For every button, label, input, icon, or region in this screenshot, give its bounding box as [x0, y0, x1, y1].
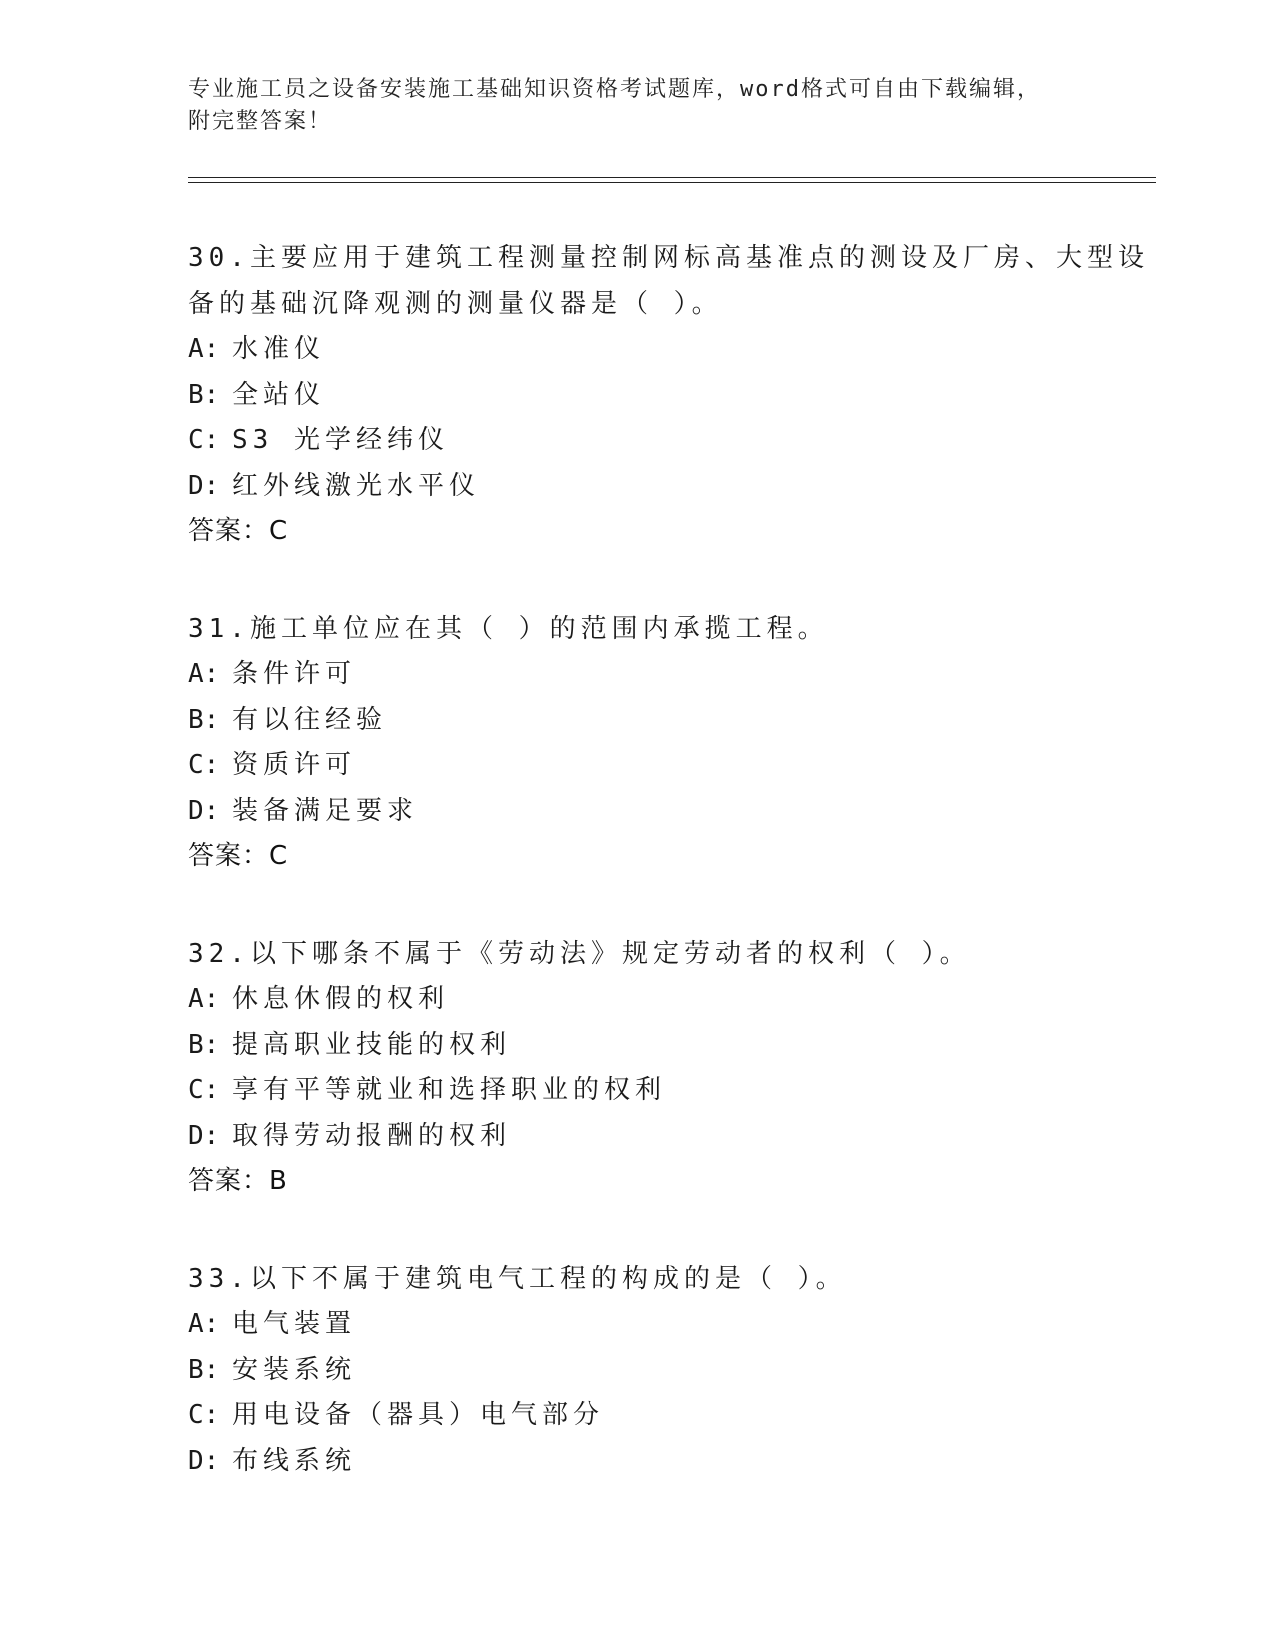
answer-line: 答案：B: [188, 1166, 288, 1196]
question-31: [188, 607, 1088, 880]
option-text: 享有平等就业和选择职业的权利: [232, 1075, 667, 1105]
question-stem: 30.主要应用于建筑工程测量控制网标高基准点的测设及厂房、大型设: [188, 243, 1149, 273]
option-text: 布线系统: [232, 1445, 357, 1476]
option-key: C:: [188, 1400, 220, 1430]
option-text: 条件许可: [232, 659, 357, 689]
option-key: A:: [188, 984, 220, 1014]
question-stem: 32.以下哪条不属于《劳动法》规定劳动者的权利（ ）。: [188, 938, 971, 969]
option-key: C:: [188, 1075, 220, 1105]
option-d: [188, 789, 1088, 835]
option-a: [188, 327, 1088, 373]
question-32: [188, 932, 1088, 1205]
option-key: B:: [188, 1354, 220, 1385]
option-key: A:: [188, 1309, 220, 1339]
option-key: D:: [188, 470, 220, 501]
option-text: 电气装置: [232, 1309, 357, 1339]
option-b: [188, 373, 1088, 419]
question-stem: 31.施工单位应在其（ ）的范围内承揽工程。: [188, 613, 829, 644]
option-key: D:: [188, 1120, 220, 1151]
option-key: B:: [188, 704, 220, 735]
question-stem: 33.以下不属于建筑电气工程的构成的是（ ）。: [188, 1263, 847, 1294]
option-c: [188, 1068, 1088, 1114]
option-c: [188, 743, 1088, 789]
option-c: [188, 1393, 1088, 1439]
option-key: C:: [188, 425, 220, 455]
option-text: 取得劳动报酬的权利: [232, 1120, 512, 1151]
option-text: 红外线激光水平仪: [232, 470, 481, 501]
option-text: 装备满足要求: [232, 795, 419, 826]
option-text: 水准仪: [232, 334, 326, 364]
answer-line: 答案：C: [188, 841, 289, 871]
question-stem: 备的基础沉降观测的测量仪器是（ ）。: [188, 288, 723, 319]
option-text: 安装系统: [232, 1354, 357, 1385]
header-line-2: 附完整答案！: [188, 109, 333, 134]
option-text: 休息休假的权利: [232, 984, 450, 1014]
question-30: [188, 236, 1149, 555]
option-key: A:: [188, 334, 220, 364]
option-b: [188, 698, 1088, 744]
option-key: C:: [188, 750, 220, 780]
header-divider-bottom: [188, 182, 1156, 183]
question-list: [188, 236, 1149, 1536]
header-line-1: 专业施工员之设备安装施工基础知识资格考试题库，word格式可自由下载编辑，: [188, 77, 1041, 102]
answer-line: 答案：C: [188, 516, 289, 546]
option-b: [188, 1348, 1088, 1394]
option-key: B:: [188, 1029, 220, 1060]
option-a: [188, 652, 1088, 698]
option-d: [188, 1439, 1088, 1485]
option-key: D:: [188, 1445, 220, 1476]
option-b: [188, 1023, 1088, 1069]
option-text: 资质许可: [232, 750, 357, 780]
option-key: B:: [188, 379, 220, 410]
option-text: 有以往经验: [232, 704, 388, 735]
option-key: D:: [188, 795, 220, 826]
header-divider-top: [188, 177, 1156, 178]
option-d: [188, 1114, 1088, 1160]
option-a: [188, 977, 1088, 1023]
option-text: 用电设备（器具）电气部分: [232, 1400, 605, 1430]
option-c: [188, 418, 1088, 464]
option-a: [188, 1302, 1088, 1348]
option-key: A:: [188, 659, 220, 689]
question-33: [188, 1257, 1088, 1485]
option-d: [188, 464, 1088, 510]
option-text: 全站仪: [232, 379, 326, 410]
document-header: [188, 74, 1088, 138]
option-text: 提高职业技能的权利: [232, 1029, 512, 1060]
option-text: S3 光学经纬仪: [232, 425, 449, 455]
